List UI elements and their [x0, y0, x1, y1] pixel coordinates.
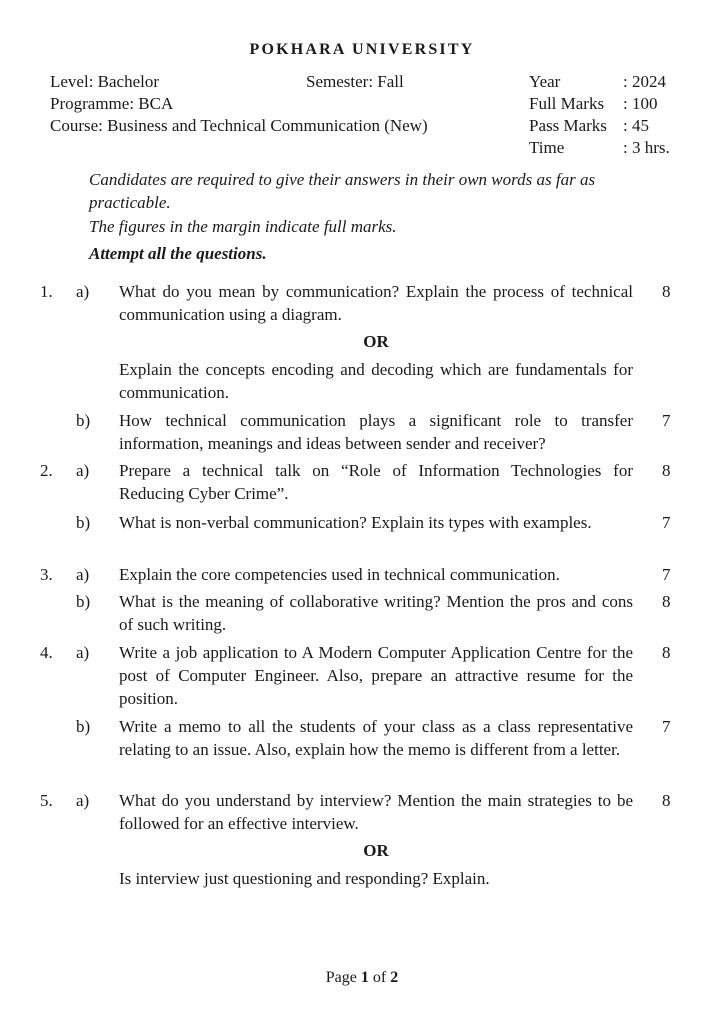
- question-part: a): [76, 565, 90, 584]
- question-text: What do you understand by interview? Mention the main strategies to be followed for an effective interview.: [119, 791, 633, 833]
- page-footer: [0, 966, 724, 989]
- full-marks-row: [529, 92, 657, 115]
- question-marks: 8: [662, 643, 671, 662]
- question-part: b): [76, 592, 91, 611]
- pass-marks-row: [529, 114, 649, 137]
- question-marks: 7: [662, 565, 671, 584]
- question-number: 1.: [40, 282, 53, 301]
- pass-marks-value: : 45: [623, 116, 649, 135]
- programme-label: Programme: BCA: [50, 94, 174, 113]
- question-text: Write a memo to all the students of your class as a class representative relating to an issue. Also, explain how the memo is different from a letter.: [119, 717, 633, 759]
- question-alt-text: Is interview just questioning and responding? Explain.: [119, 869, 490, 888]
- question-marks: 7: [662, 411, 671, 430]
- year-row: [529, 70, 666, 93]
- question-marks: 8: [662, 791, 671, 810]
- year-value: : 2024: [623, 72, 666, 91]
- question-number: 3.: [40, 565, 53, 584]
- question-part: a): [76, 791, 90, 810]
- question-part: b): [76, 411, 91, 430]
- or-separator: OR: [363, 332, 389, 351]
- question-number: 4.: [40, 643, 53, 662]
- full-marks-key: Full Marks: [529, 94, 605, 113]
- question-number: 2.: [40, 461, 53, 480]
- question-part: b): [76, 717, 91, 736]
- time-row: [529, 136, 670, 159]
- question-marks: 7: [662, 717, 671, 736]
- instruction-attempt-all: Attempt all the questions.: [89, 244, 267, 263]
- question-part: a): [76, 461, 90, 480]
- time-key: Time: [529, 138, 565, 157]
- question-part: b): [76, 513, 91, 532]
- page-prefix: Page: [325, 969, 357, 986]
- instruction-own-words: Candidates are required to give their answers in their own words as far as practicable.: [89, 170, 596, 212]
- question-number: 5.: [40, 791, 53, 810]
- question-marks: 7: [662, 513, 671, 532]
- university-title: POKHARA UNIVERSITY: [249, 41, 475, 58]
- semester-label: Semester: Fall: [306, 72, 404, 91]
- question-alt-text: Explain the concepts encoding and decoding which are fundamentals for communication.: [119, 360, 633, 402]
- question-marks: 8: [662, 282, 671, 301]
- page-current: 1: [360, 969, 369, 986]
- question-marks: 8: [662, 592, 671, 611]
- time-value: : 3 hrs.: [623, 138, 670, 157]
- question-text: Prepare a technical talk on “Role of Information Technologies for Reducing Cyber Crime”.: [119, 461, 633, 503]
- instruction-figures: The figures in the margin indicate full marks.: [89, 217, 397, 236]
- page-total: 2: [390, 969, 399, 986]
- question-marks: 8: [662, 461, 671, 480]
- question-text: Explain the core competencies used in technical communication.: [119, 565, 560, 584]
- question-text: What is the meaning of collaborative writing? Mention the pros and cons of such writing.: [119, 592, 633, 634]
- pass-marks-key: Pass Marks: [529, 116, 607, 135]
- course-label: Course: Business and Technical Communication (New): [50, 116, 428, 135]
- question-part: a): [76, 643, 90, 662]
- question-text: Write a job application to A Modern Computer Application Centre for the post of Computer Engineer. Also, prepare an attractive resume for the position.: [119, 643, 633, 708]
- full-marks-value: : 100: [623, 94, 658, 113]
- year-key: Year: [529, 72, 561, 91]
- question-text: What do you mean by communication? Explain the process of technical communication using a diagram.: [119, 282, 633, 324]
- level-label: Level: Bachelor: [50, 72, 160, 91]
- question-text: How technical communication plays a significant role to transfer information, meanings and ideas between sender and receiver?: [119, 411, 633, 453]
- or-separator: OR: [363, 841, 389, 860]
- question-part: a): [76, 282, 90, 301]
- question-text: What is non-verbal communication? Explain its types with examples.: [119, 513, 592, 532]
- page-of: of: [372, 969, 387, 986]
